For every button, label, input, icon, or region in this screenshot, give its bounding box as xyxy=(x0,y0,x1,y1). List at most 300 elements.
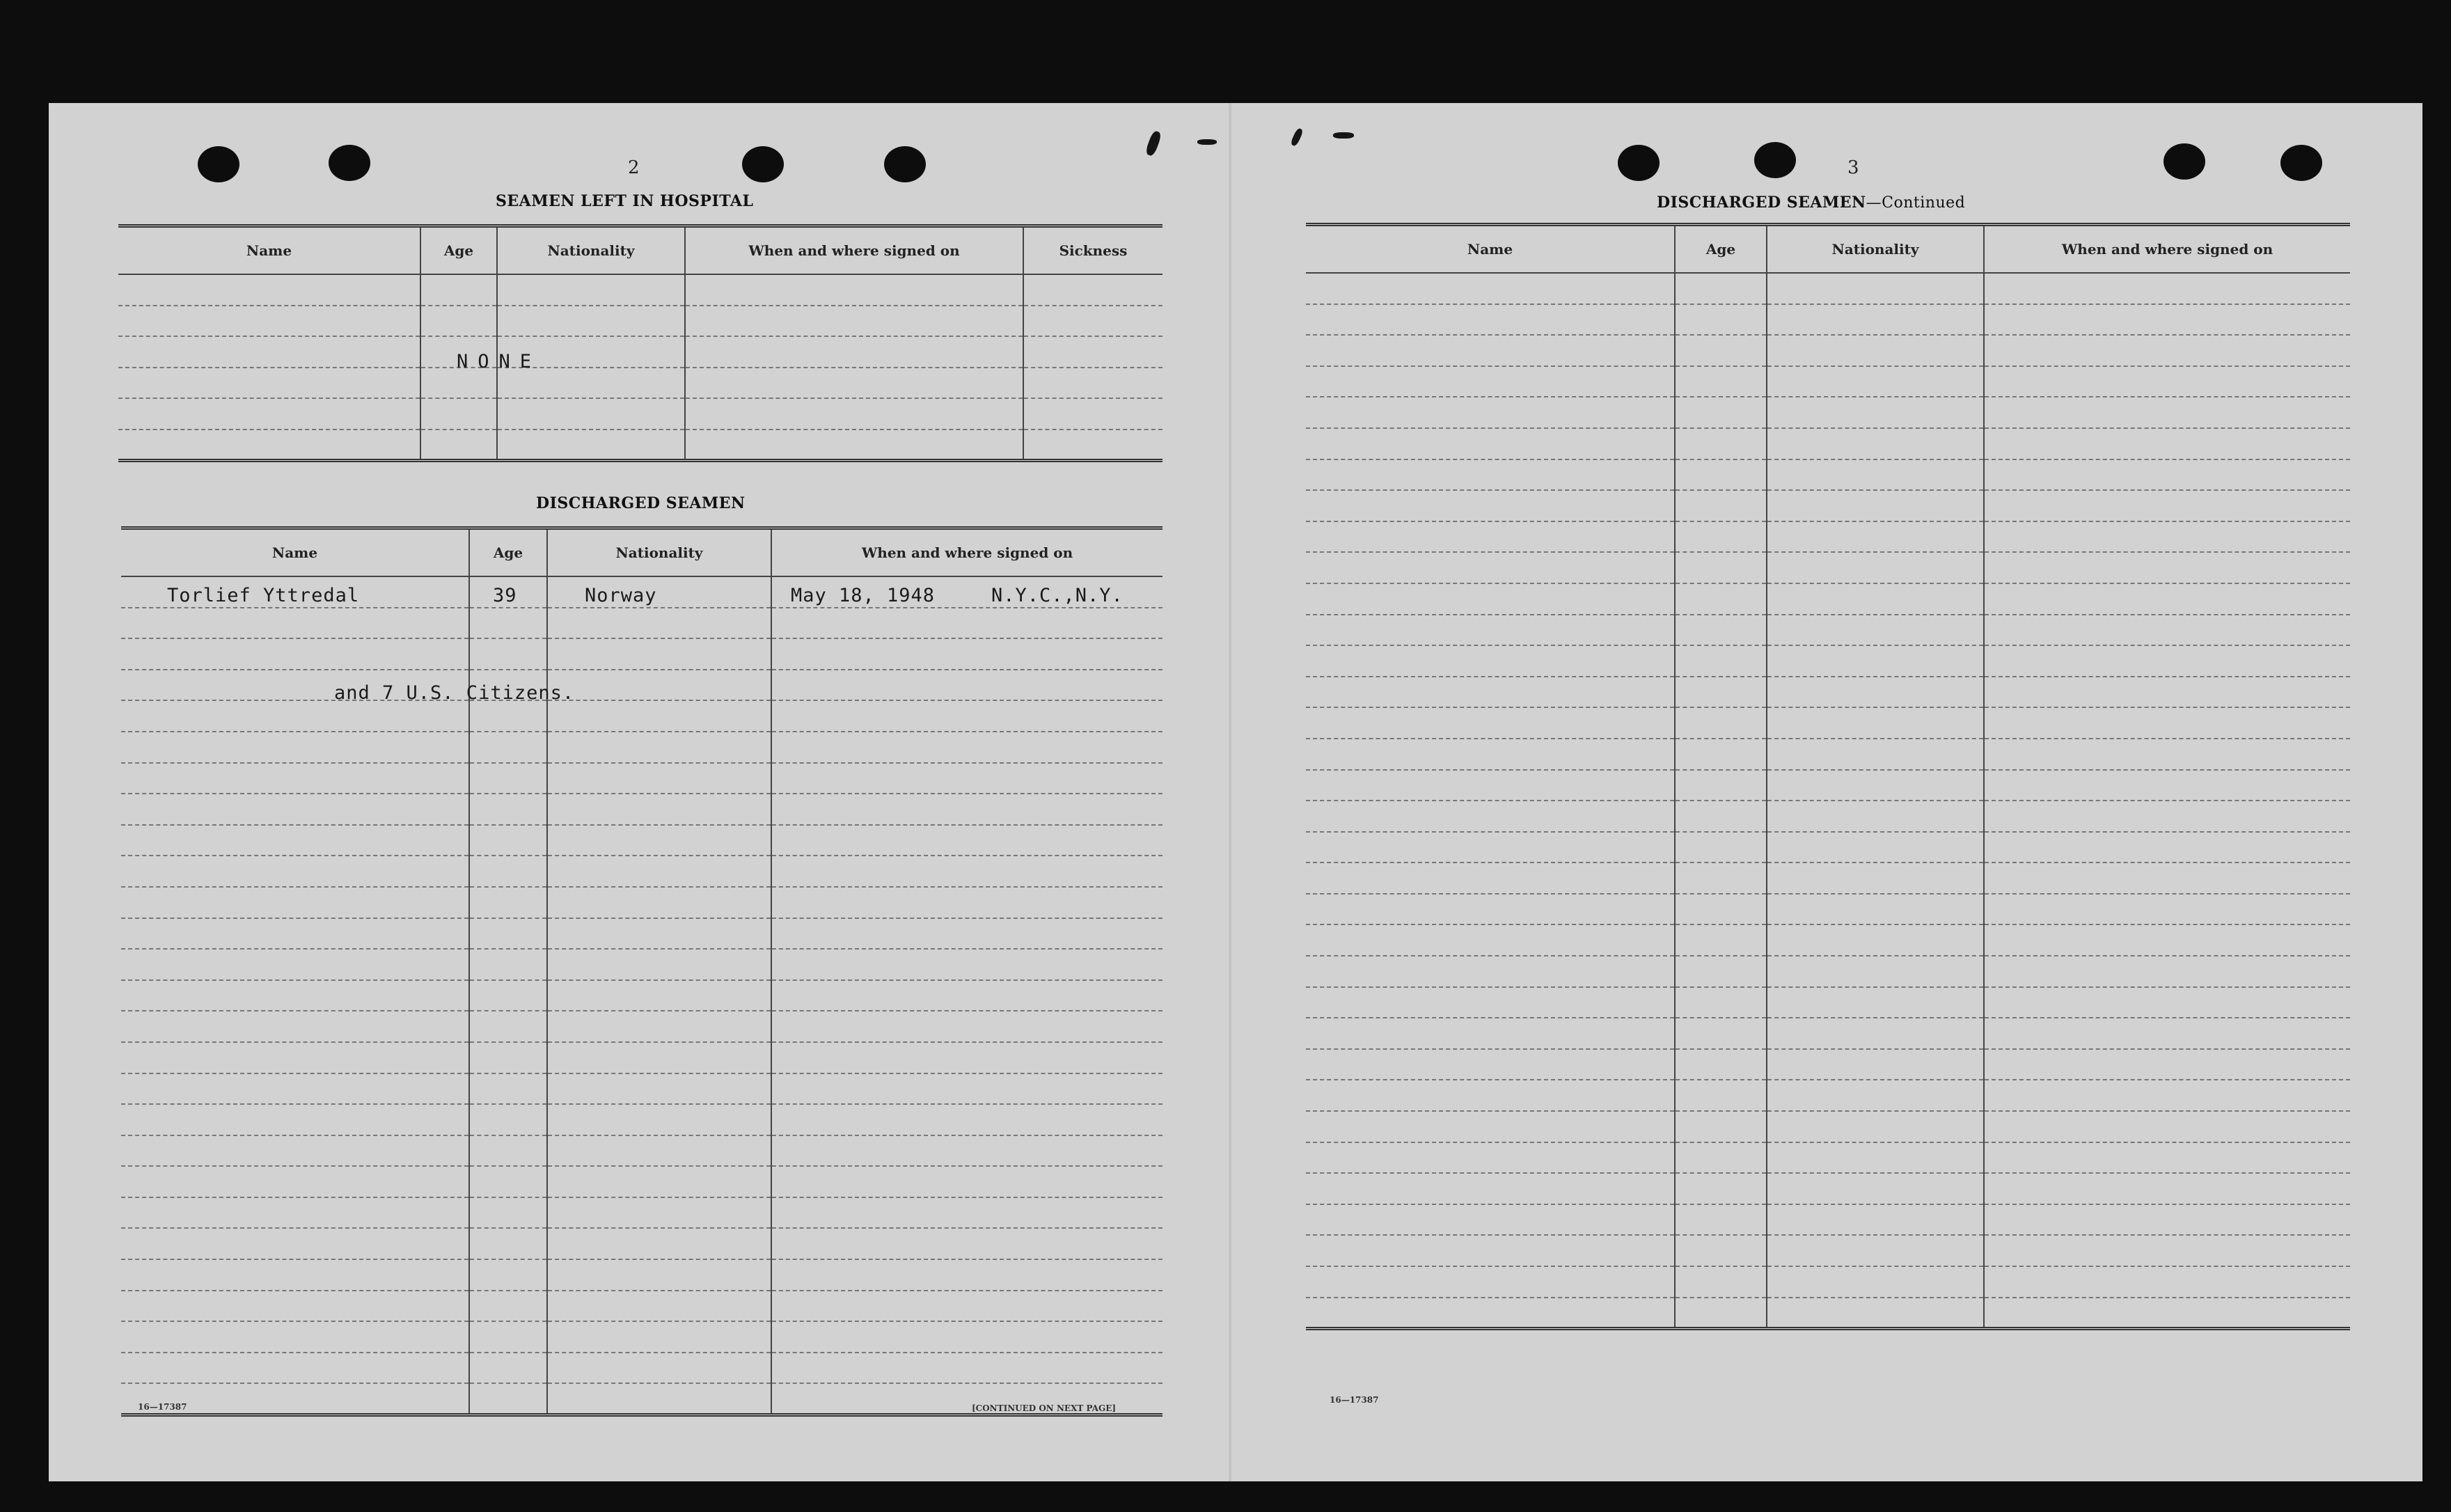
citizens-note: and 7 U.S. Citizens. xyxy=(334,682,575,704)
table-cell xyxy=(1306,273,1675,304)
table-cell xyxy=(771,700,1163,732)
table-cell xyxy=(1675,801,1767,832)
table-cell xyxy=(1675,1142,1767,1174)
table-row xyxy=(118,368,1163,399)
table-cell xyxy=(469,1259,547,1291)
table-row xyxy=(1306,273,2350,304)
table-row xyxy=(1306,1049,2350,1080)
table-cell xyxy=(1306,1080,1675,1111)
table-cell xyxy=(469,1197,547,1229)
table-cell xyxy=(469,887,547,918)
table-cell xyxy=(469,1011,547,1042)
punch-hole xyxy=(884,146,926,182)
table-cell xyxy=(1306,490,1675,521)
table-row xyxy=(1306,521,2350,553)
table-cell xyxy=(547,887,771,918)
table-cell xyxy=(1675,1018,1767,1049)
table-cell xyxy=(1306,552,1675,583)
table-cell xyxy=(1675,770,1767,801)
table-cell xyxy=(469,1042,547,1073)
table-cell xyxy=(771,763,1163,794)
table-cell xyxy=(1675,924,1767,956)
table-cell xyxy=(1984,615,2350,646)
table-header-row xyxy=(118,226,1163,275)
table-row xyxy=(121,887,1163,918)
table-cell xyxy=(1675,1111,1767,1142)
table-cell xyxy=(771,1011,1163,1042)
table-cell xyxy=(1306,739,1675,770)
table-cell xyxy=(469,1228,547,1259)
table-row xyxy=(1306,1204,2350,1236)
table-row xyxy=(121,732,1163,763)
table-cell xyxy=(1767,770,1984,801)
table-cell xyxy=(771,918,1163,950)
table-cell xyxy=(469,980,547,1011)
table-row xyxy=(121,1291,1163,1322)
table-cell xyxy=(1675,1080,1767,1111)
table-row xyxy=(1306,1080,2350,1111)
table-cell xyxy=(547,732,771,763)
table-cell xyxy=(1675,615,1767,646)
table-row xyxy=(1306,645,2350,677)
table-cell xyxy=(1984,366,2350,397)
table-cell xyxy=(1306,894,1675,925)
table-cell xyxy=(1675,1049,1767,1080)
table-cell xyxy=(121,1291,469,1322)
punch-hole xyxy=(2164,143,2205,180)
table-row xyxy=(121,1011,1163,1042)
table-cell xyxy=(469,1321,547,1353)
table-cell xyxy=(121,1166,469,1197)
table-row xyxy=(121,980,1163,1011)
column-header: Name xyxy=(1306,225,1675,274)
column-header: When and where signed on xyxy=(1984,225,2350,274)
table-cell xyxy=(469,918,547,950)
table-cell xyxy=(1984,924,2350,956)
table-row xyxy=(121,918,1163,950)
table-cell xyxy=(1984,1173,2350,1204)
table-cell xyxy=(1675,304,1767,336)
table-cell xyxy=(1767,304,1984,336)
table-cell xyxy=(121,1321,469,1353)
table-cell xyxy=(121,1042,469,1073)
table-cell xyxy=(547,1353,771,1384)
table-row xyxy=(118,430,1163,461)
table-row xyxy=(1306,335,2350,366)
seaman-nationality: Norway xyxy=(585,585,657,606)
table-cell xyxy=(121,1197,469,1229)
table-cell xyxy=(771,825,1163,856)
table-cell xyxy=(121,638,469,670)
table-cell xyxy=(1306,770,1675,801)
table-row xyxy=(1306,366,2350,397)
table-cell xyxy=(121,1259,469,1291)
table-cell xyxy=(1984,863,2350,894)
seaman-age: 39 xyxy=(493,585,517,606)
table-row xyxy=(1306,956,2350,987)
table-row xyxy=(121,763,1163,794)
discharged-table xyxy=(121,526,1163,1417)
table-cell xyxy=(1675,552,1767,583)
table-cell xyxy=(1767,1111,1984,1142)
table-cell xyxy=(1984,832,2350,863)
table-row xyxy=(118,274,1163,306)
table-cell xyxy=(547,1321,771,1353)
page-number: 3 xyxy=(1847,157,1859,178)
table-cell xyxy=(1767,335,1984,366)
table-cell xyxy=(547,1135,771,1167)
page-number: 2 xyxy=(628,157,640,178)
table-cell xyxy=(1675,1235,1767,1266)
table-row xyxy=(121,1321,1163,1353)
table-row xyxy=(1306,770,2350,801)
table-cell xyxy=(1767,1204,1984,1236)
punch-hole xyxy=(1618,145,1660,181)
table-cell xyxy=(1306,677,1675,708)
table-row xyxy=(1306,1018,2350,1049)
table-cell xyxy=(1984,770,2350,801)
table-cell xyxy=(121,1011,469,1042)
table-cell xyxy=(1984,583,2350,615)
table-cell xyxy=(1767,552,1984,583)
table-cell xyxy=(1306,645,1675,677)
table-cell xyxy=(1984,428,2350,459)
table-row xyxy=(121,1104,1163,1135)
ink-mark xyxy=(1290,127,1304,147)
table-cell xyxy=(1984,956,2350,987)
right-title-suffix: —Continued xyxy=(1866,194,1966,212)
table-row xyxy=(121,794,1163,825)
table-cell xyxy=(1306,987,1675,1018)
column-header: Age xyxy=(420,226,497,275)
table-cell xyxy=(1306,1173,1675,1204)
table-cell xyxy=(547,638,771,670)
table-header-row xyxy=(1306,225,2350,274)
table-cell xyxy=(771,856,1163,887)
hospital-table xyxy=(118,224,1163,462)
form-number: 16—17387 xyxy=(138,1402,187,1412)
table-cell xyxy=(1675,863,1767,894)
table-cell xyxy=(771,670,1163,701)
table-cell xyxy=(547,763,771,794)
table-cell xyxy=(1767,739,1984,770)
table-cell xyxy=(1984,1111,2350,1142)
discharged-continued-table xyxy=(1306,223,2350,1330)
table-row xyxy=(121,608,1163,639)
punch-hole xyxy=(742,146,784,182)
table-row xyxy=(1306,552,2350,583)
table-cell xyxy=(1984,273,2350,304)
table-cell xyxy=(771,1321,1163,1353)
table-row xyxy=(121,1042,1163,1073)
table-row xyxy=(1306,924,2350,956)
table-cell xyxy=(1767,832,1984,863)
table-cell xyxy=(121,1104,469,1135)
table-row xyxy=(1306,801,2350,832)
seaman-name: Torlief Yttredal xyxy=(167,585,360,606)
table-cell xyxy=(121,856,469,887)
table-cell xyxy=(1984,1049,2350,1080)
punch-hole xyxy=(1754,142,1796,178)
table-row xyxy=(1306,615,2350,646)
column-header: When and where signed on xyxy=(771,528,1163,577)
table-cell xyxy=(547,670,771,701)
seaman-signon-date: May 18, 1948 xyxy=(791,585,936,606)
table-cell xyxy=(1984,894,2350,925)
table-cell xyxy=(1306,615,1675,646)
table-cell xyxy=(1984,1298,2350,1329)
table-row xyxy=(1306,1298,2350,1329)
table-cell xyxy=(1306,863,1675,894)
table-cell xyxy=(1675,1204,1767,1236)
table-cell xyxy=(1675,1266,1767,1298)
table-cell xyxy=(121,918,469,950)
table-cell xyxy=(771,1166,1163,1197)
table-cell xyxy=(1306,801,1675,832)
table-cell xyxy=(1306,1049,1675,1080)
table-cell xyxy=(469,825,547,856)
table-row xyxy=(1306,304,2350,336)
table-cell xyxy=(1675,273,1767,304)
table-cell xyxy=(1675,739,1767,770)
table-row xyxy=(1306,428,2350,459)
table-cell xyxy=(1767,521,1984,553)
table-cell xyxy=(1306,583,1675,615)
table-cell xyxy=(771,1073,1163,1105)
table-cell xyxy=(1984,1235,2350,1266)
table-cell xyxy=(1306,1204,1675,1236)
table-cell xyxy=(1306,707,1675,739)
table-row xyxy=(1306,832,2350,863)
table-header-row xyxy=(121,528,1163,577)
table-row xyxy=(1306,459,2350,491)
column-header: Age xyxy=(469,528,547,577)
table-row xyxy=(121,1197,1163,1229)
table-cell xyxy=(1984,1266,2350,1298)
column-header: When and where signed on xyxy=(685,226,1023,275)
table-cell xyxy=(1767,707,1984,739)
table-row xyxy=(118,398,1163,430)
table-cell xyxy=(547,1228,771,1259)
table-cell xyxy=(771,1042,1163,1073)
table-cell xyxy=(1675,707,1767,739)
table-cell xyxy=(1675,645,1767,677)
table-cell xyxy=(121,980,469,1011)
table-cell xyxy=(547,576,771,608)
table-cell xyxy=(547,980,771,1011)
table-cell xyxy=(1306,1018,1675,1049)
table-cell xyxy=(1767,801,1984,832)
table-cell xyxy=(547,918,771,950)
table-cell xyxy=(771,794,1163,825)
table-row xyxy=(118,306,1163,337)
table-cell xyxy=(1767,490,1984,521)
table-cell xyxy=(547,856,771,887)
table-cell xyxy=(1767,273,1984,304)
right-title xyxy=(1657,194,1965,212)
table-row xyxy=(121,1166,1163,1197)
table-cell xyxy=(1767,894,1984,925)
table-cell xyxy=(469,1291,547,1322)
table-cell xyxy=(121,1228,469,1259)
table-cell xyxy=(1984,1204,2350,1236)
table-cell xyxy=(771,1259,1163,1291)
table-cell xyxy=(1984,677,2350,708)
table-cell xyxy=(547,949,771,980)
table-row xyxy=(121,1228,1163,1259)
column-header: Nationality xyxy=(1767,225,1984,274)
table-cell xyxy=(1306,832,1675,863)
table-cell xyxy=(1675,1173,1767,1204)
table-cell xyxy=(1767,1049,1984,1080)
table-cell xyxy=(1984,335,2350,366)
table-row xyxy=(1306,739,2350,770)
table-cell xyxy=(469,1383,547,1415)
table-cell xyxy=(121,700,469,732)
table-row xyxy=(1306,1142,2350,1174)
table-cell xyxy=(1984,490,2350,521)
table-row xyxy=(121,1353,1163,1384)
column-header: Name xyxy=(121,528,469,577)
table-cell xyxy=(547,825,771,856)
table-cell xyxy=(1675,335,1767,366)
table-cell xyxy=(1675,428,1767,459)
table-row xyxy=(121,670,1163,701)
table-cell xyxy=(121,794,469,825)
table-cell xyxy=(547,1291,771,1322)
column-header: Nationality xyxy=(497,226,685,275)
table-cell xyxy=(547,1104,771,1135)
table-cell xyxy=(1767,987,1984,1018)
table-row xyxy=(1306,1235,2350,1266)
table-cell xyxy=(1675,583,1767,615)
column-header: Sickness xyxy=(1023,226,1163,275)
table-cell xyxy=(1767,459,1984,491)
table-cell xyxy=(469,1073,547,1105)
column-header: Age xyxy=(1675,225,1767,274)
table-row xyxy=(121,700,1163,732)
table-cell xyxy=(547,1383,771,1415)
table-cell xyxy=(1767,397,1984,428)
table-cell xyxy=(547,1259,771,1291)
table-cell xyxy=(121,825,469,856)
table-row xyxy=(1306,863,2350,894)
table-cell xyxy=(1306,1235,1675,1266)
table-cell xyxy=(1675,832,1767,863)
table-cell xyxy=(1767,956,1984,987)
table-cell xyxy=(1767,428,1984,459)
table-cell xyxy=(771,980,1163,1011)
table-cell xyxy=(771,638,1163,670)
table-cell xyxy=(1767,1235,1984,1266)
table-cell xyxy=(1675,894,1767,925)
table-row xyxy=(1306,1173,2350,1204)
table-cell xyxy=(121,732,469,763)
table-cell xyxy=(547,608,771,639)
table-row xyxy=(1306,397,2350,428)
table-row xyxy=(1306,677,2350,708)
table-cell xyxy=(547,1042,771,1073)
table-cell xyxy=(1306,428,1675,459)
table-cell xyxy=(771,1104,1163,1135)
table-cell xyxy=(1306,459,1675,491)
table-cell xyxy=(1984,801,2350,832)
table-cell xyxy=(1767,645,1984,677)
table-cell xyxy=(121,763,469,794)
table-row xyxy=(121,1135,1163,1167)
table-cell xyxy=(771,949,1163,980)
table-cell xyxy=(469,638,547,670)
continued-note: [CONTINUED ON NEXT PAGE] xyxy=(972,1403,1117,1413)
table-cell xyxy=(121,887,469,918)
table-cell xyxy=(121,949,469,980)
table-cell xyxy=(771,887,1163,918)
table-cell xyxy=(1984,1018,2350,1049)
table-cell xyxy=(1675,490,1767,521)
table-cell xyxy=(771,608,1163,639)
table-cell xyxy=(1306,397,1675,428)
table-cell xyxy=(771,1228,1163,1259)
table-cell xyxy=(1306,335,1675,366)
right-title-main: DISCHARGED SEAMEN xyxy=(1657,194,1866,212)
table-cell xyxy=(547,1166,771,1197)
table-cell xyxy=(1306,1266,1675,1298)
table-cell xyxy=(1306,956,1675,987)
table-cell xyxy=(1767,677,1984,708)
table-cell xyxy=(1675,397,1767,428)
hospital-title: SEAMEN LEFT IN HOSPITAL xyxy=(496,192,754,210)
table-row xyxy=(1306,1111,2350,1142)
table-cell xyxy=(1767,1298,1984,1329)
document-page xyxy=(49,103,2422,1481)
table-row xyxy=(121,825,1163,856)
table-cell xyxy=(1984,645,2350,677)
table-row xyxy=(118,336,1163,368)
table-cell xyxy=(771,732,1163,763)
table-cell xyxy=(1984,739,2350,770)
ink-mark xyxy=(1197,139,1217,145)
table-row xyxy=(1306,583,2350,615)
table-cell xyxy=(469,1353,547,1384)
ink-mark xyxy=(1333,132,1354,139)
table-row xyxy=(1306,894,2350,925)
table-cell xyxy=(1675,521,1767,553)
table-cell xyxy=(771,1291,1163,1322)
table-cell xyxy=(1306,366,1675,397)
table-cell xyxy=(469,794,547,825)
table-cell xyxy=(771,1135,1163,1167)
table-row xyxy=(1306,490,2350,521)
table-cell xyxy=(121,1073,469,1105)
table-cell xyxy=(121,1135,469,1167)
table-cell xyxy=(1984,1080,2350,1111)
punch-hole xyxy=(2280,145,2322,181)
discharged-title: DISCHARGED SEAMEN xyxy=(536,494,746,512)
table-cell xyxy=(1984,552,2350,583)
table-cell xyxy=(547,1073,771,1105)
table-cell xyxy=(1675,1298,1767,1329)
seaman-signon-place: N.Y.C.,N.Y. xyxy=(991,585,1124,606)
table-cell xyxy=(469,763,547,794)
table-cell xyxy=(1767,1080,1984,1111)
table-cell xyxy=(1767,366,1984,397)
table-cell xyxy=(771,1197,1163,1229)
hospital-none-entry: NONE xyxy=(457,351,542,372)
table-cell xyxy=(1984,521,2350,553)
table-cell xyxy=(1767,1173,1984,1204)
table-cell xyxy=(1767,583,1984,615)
punch-hole xyxy=(329,145,370,181)
